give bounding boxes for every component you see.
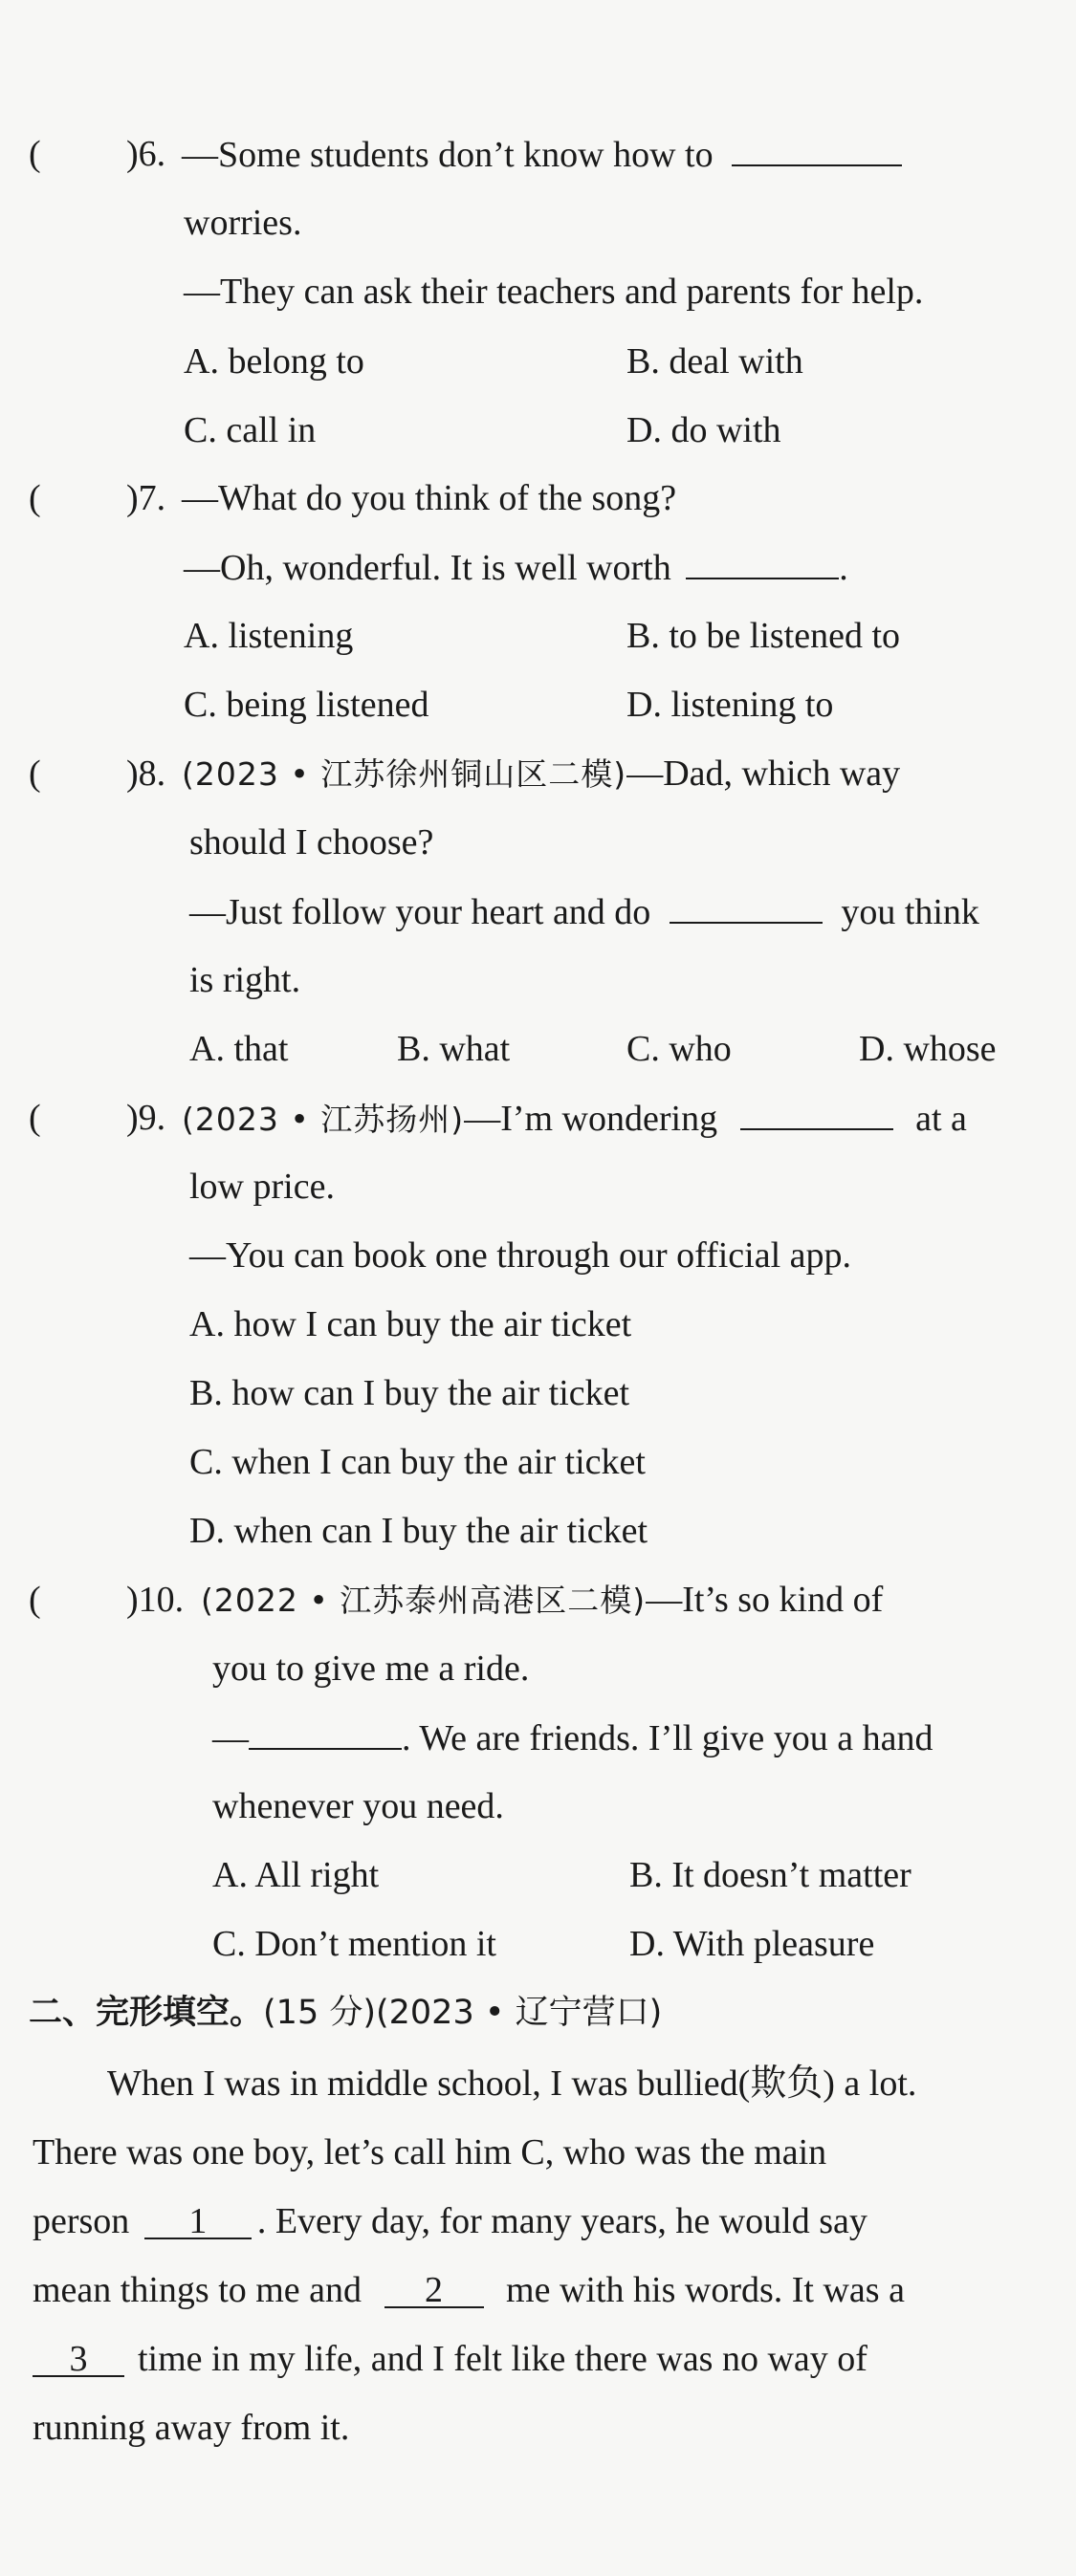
- question-source: (2023 • 江苏扬州): [182, 1101, 465, 1138]
- option-c: C. call in: [184, 410, 317, 450]
- answer-blank: [686, 545, 839, 579]
- answer-paren-open: (: [29, 1580, 41, 1620]
- question-stem: low price.: [189, 1167, 335, 1207]
- option-a: A. how I can buy the air ticket: [189, 1304, 632, 1344]
- option-d: D. do with: [626, 410, 781, 450]
- option-d: D. when can I buy the air ticket: [189, 1511, 648, 1551]
- question-stem: should I choose?: [189, 822, 434, 862]
- passage-line: There was one boy, let’s call him C, who was the main: [33, 2132, 827, 2172]
- option-c: C. who: [626, 1029, 732, 1069]
- passage-line: When I was in middle school, I was bullied(欺负) a lot.: [107, 2063, 917, 2104]
- section-meta: (15 分)(2023 • 辽宁营口): [263, 1994, 663, 2032]
- option-b: B. deal with: [626, 341, 803, 382]
- option-d: D. whose: [859, 1029, 997, 1069]
- answer-paren-open: (: [29, 753, 41, 794]
- answer-paren-open: (: [29, 1098, 41, 1138]
- answer-blank: [670, 889, 823, 924]
- option-c: C. Don’t mention it: [212, 1924, 496, 1964]
- answer-paren-open: (: [29, 134, 41, 174]
- question-number: )7.: [126, 478, 166, 518]
- question-source: (2023 • 江苏徐州铜山区二模): [182, 755, 627, 793]
- question-stem: whenever you need.: [212, 1786, 504, 1826]
- question-stem: (2023 • 江苏扬州)—I’m wondering at a: [182, 1096, 967, 1140]
- cloze-blank-1: 1: [144, 2205, 252, 2239]
- passage-line: 3 time in my life, and I felt like there was no way of: [33, 2337, 867, 2381]
- question-stem: (2023 • 江苏徐州铜山区二模)—Dad, which way: [182, 753, 901, 794]
- answer-paren-open: (: [29, 478, 41, 518]
- question-stem: (2022 • 江苏泰州高港区二模)—It’s so kind of: [201, 1580, 884, 1620]
- answer-blank: [249, 1715, 402, 1750]
- passage-line: mean things to me and 2 me with his words. It was a: [33, 2270, 905, 2310]
- passage-line: running away from it.: [33, 2408, 350, 2448]
- option-b: B. how can I buy the air ticket: [189, 1373, 630, 1413]
- question-stem: — . We are friends. I’ll give you a hand: [212, 1715, 933, 1759]
- question-stem: is right.: [189, 960, 301, 1000]
- section-title: 二、完形填空。(15 分)(2023 • 辽宁营口): [29, 1994, 663, 2032]
- option-a: A. All right: [212, 1855, 380, 1895]
- cloze-blank-2: 2: [384, 2274, 484, 2308]
- question-source: (2022 • 江苏泰州高港区二模): [201, 1582, 647, 1619]
- option-b: B. what: [397, 1029, 511, 1069]
- option-b: B. It doesn’t matter: [629, 1855, 911, 1895]
- option-d: D. listening to: [626, 685, 834, 725]
- passage-line: person 1 . Every day, for many years, he would say: [33, 2201, 867, 2241]
- option-a: A. listening: [184, 616, 354, 656]
- option-a: A. belong to: [184, 341, 364, 382]
- option-c: C. when I can buy the air ticket: [189, 1442, 646, 1482]
- question-stem: worries.: [184, 203, 302, 243]
- answer-blank: [740, 1096, 893, 1130]
- question-stem: —What do you think of the song?: [182, 478, 677, 518]
- question-number: )9.: [126, 1098, 166, 1138]
- option-c: C. being listened: [184, 685, 429, 725]
- answer-blank: [732, 132, 902, 166]
- question-number: )10.: [126, 1580, 185, 1620]
- question-number: )8.: [126, 753, 166, 794]
- question-stem: —You can book one through our official app.: [189, 1235, 851, 1276]
- question-stem: you to give me a ride.: [212, 1648, 530, 1689]
- cloze-blank-3: 3: [33, 2343, 124, 2377]
- option-d: D. With pleasure: [629, 1924, 875, 1964]
- question-number: )6.: [126, 134, 166, 174]
- question-stem: —Oh, wonderful. It is well worth .: [184, 545, 848, 589]
- question-stem: —Some students don’t know how to: [182, 132, 902, 176]
- question-stem: —Just follow your heart and do you think: [189, 889, 979, 933]
- question-stem: —They can ask their teachers and parents for help.: [184, 272, 924, 312]
- option-b: B. to be listened to: [626, 616, 901, 656]
- option-a: A. that: [189, 1029, 289, 1069]
